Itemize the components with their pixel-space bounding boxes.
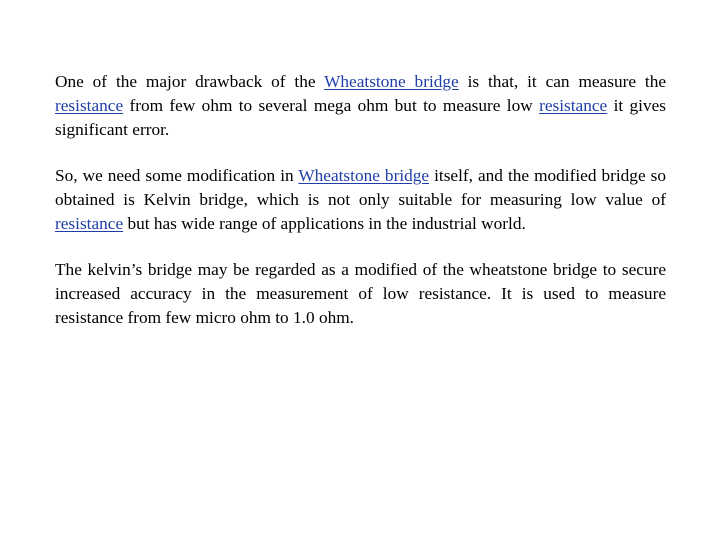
paragraph-text: So, we need some modification in (55, 166, 299, 185)
paragraph-kelvin-bridge (55, 258, 666, 330)
link-resistance[interactable]: resistance (55, 214, 124, 233)
paragraph-text: One of the major drawback of the (55, 72, 325, 91)
link-wheatstone-bridge[interactable]: Wheatstone bridge (298, 166, 430, 185)
link-resistance[interactable]: resistance (539, 96, 608, 115)
paragraph-text: itself, and the modified bridge so obtained is Kelvin bridge, which is not only suitable for measuring low value of (55, 166, 666, 209)
paragraph-text: The kelvin’s bridge may be regarded as a modified of the wheatstone bridge to secure increased accuracy in the measurement of low resistance. It is used to measure resistance from few micro ohm to 1.0 ohm. (55, 260, 666, 327)
link-resistance[interactable]: resistance (55, 96, 124, 115)
paragraph-text: but has wide range of applications in the industrial world. (123, 214, 526, 233)
paragraph-modification (55, 164, 666, 236)
text-block (55, 70, 666, 330)
paragraph-text: is that, it can measure the (458, 72, 667, 91)
link-wheatstone-bridge[interactable]: Wheatstone bridge (324, 72, 459, 91)
paragraph-text: it gives significant error. (55, 96, 666, 139)
paragraph-drawback (55, 70, 666, 142)
paragraph-text: from few ohm to several mega ohm but to measure low (123, 96, 540, 115)
